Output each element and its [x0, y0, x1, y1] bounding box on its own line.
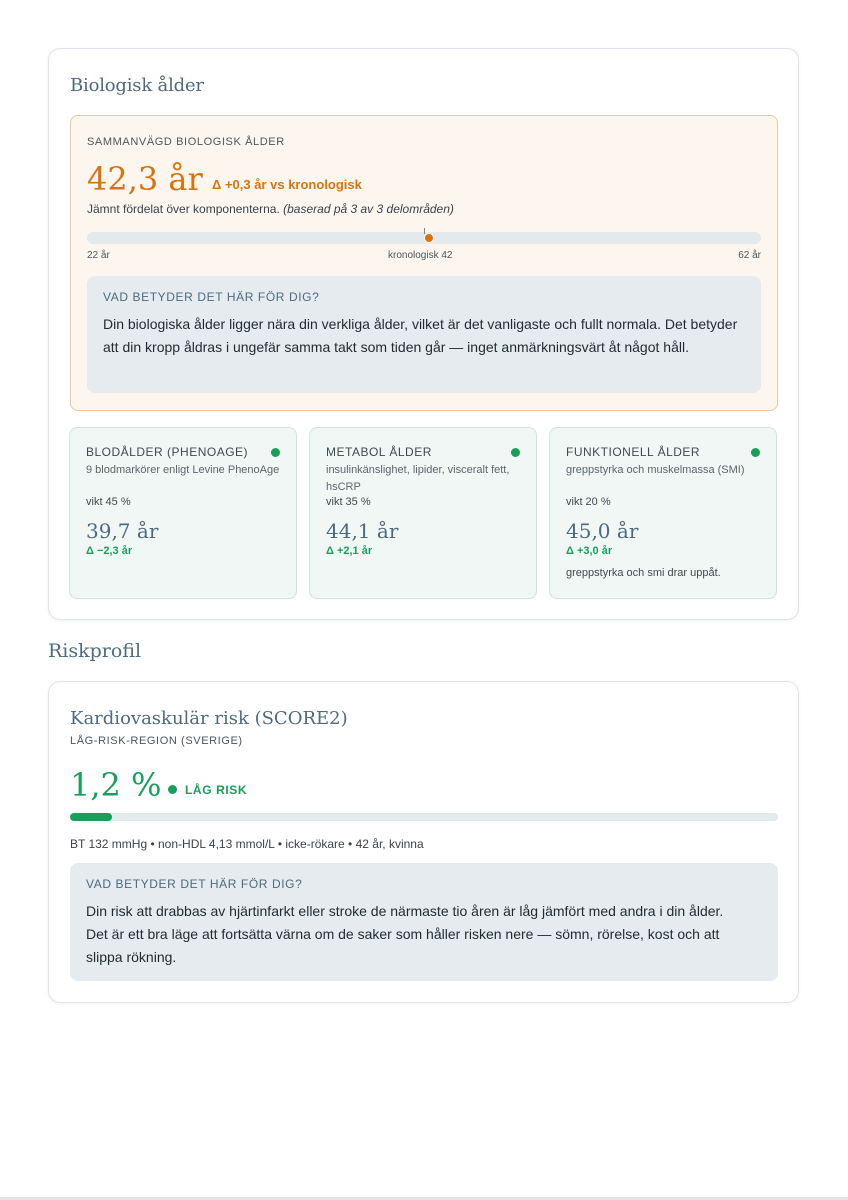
- scale-min-label: 22 år: [87, 250, 110, 261]
- scale-chronological-label: kronologisk 42: [388, 250, 453, 261]
- composite-age-delta: Δ +0,3 år vs kronologisk: [212, 177, 362, 192]
- composite-age-value: 42,3 år: [87, 160, 203, 198]
- risk-bar-fill: [70, 813, 112, 821]
- component-weight: vikt 35 %: [326, 496, 371, 508]
- component-card-blood-age: [69, 427, 297, 599]
- risk-region: LÅG-RISK-REGION (SVERIGE): [70, 735, 243, 747]
- component-value: 44,1 år: [326, 519, 399, 543]
- risk-explanation-box: [70, 863, 778, 981]
- component-weight: vikt 45 %: [86, 496, 131, 508]
- risk-status-dot-icon: [168, 785, 177, 794]
- composite-description-main: Jämnt fördelat över komponenterna.: [87, 202, 280, 216]
- explanation-text: Din biologiska ålder ligger nära din verkliga ålder, vilket är det vanligaste och fullt normala. Det betyder att din kropp åldras i ungefär samma takt som tiden går — inget anmärkningsvärt åt något håll.: [103, 316, 738, 355]
- composite-label: SAMMANVÄGD BIOLOGISK ÅLDER: [87, 136, 285, 148]
- component-delta: Δ −2,3 år: [86, 545, 133, 557]
- biological-age-marker: [424, 233, 434, 243]
- component-subtitle: insulinkänslighet, lipider, visceralt fett, hsCRP: [326, 464, 510, 493]
- component-delta: Δ +3,0 år: [566, 545, 613, 557]
- biological-age-card: [48, 48, 799, 620]
- explanation-text: Din risk att drabbas av hjärtinfarkt eller stroke de närmaste tio åren är låg jämfört med andra i din ålder. Det är ett bra läge att fortsätta värna om de saker som håller risken nere — sömn, rörelse, kost och att slippa rökning.: [86, 903, 724, 965]
- component-title: METABOL ÅLDER: [326, 445, 432, 459]
- explanation-heading: VAD BETYDER DET HÄR FÖR DIG?: [86, 877, 303, 891]
- composite-description-note: (baserad på 3 av 3 delområden): [283, 202, 454, 216]
- section-title: Riskprofil: [48, 640, 142, 662]
- component-title: FUNKTIONELL ÅLDER: [566, 445, 701, 459]
- component-note: greppstyrka och smi drar uppåt.: [566, 567, 721, 579]
- cardiovascular-risk-card: [48, 681, 799, 1003]
- explanation-heading: VAD BETYDER DET HÄR FÖR DIG?: [103, 290, 320, 304]
- card-title: Kardiovaskulär risk (SCORE2): [70, 708, 348, 729]
- risk-level-badge: LÅG RISK: [185, 783, 248, 797]
- bio-explanation-box: [87, 276, 761, 393]
- component-subtitle: greppstyrka och muskelmassa (SMI): [566, 464, 745, 476]
- component-value: 39,7 år: [86, 519, 159, 543]
- component-card-metabolic-age: [309, 427, 537, 599]
- status-dot-icon: [751, 448, 760, 457]
- risk-value: 1,2 %: [70, 766, 162, 804]
- composite-age-panel: [70, 115, 778, 411]
- risk-bar-track: [70, 813, 778, 821]
- risk-factors: BT 132 mmHg • non-HDL 4,13 mmol/L • icke-rökare • 42 år, kvinna: [70, 837, 424, 851]
- component-subtitle: 9 blodmarkörer enligt Levine PhenoAge: [86, 464, 280, 476]
- component-weight: vikt 20 %: [566, 496, 611, 508]
- component-title: BLODÅLDER (PHENOAGE): [86, 445, 249, 459]
- scale-max-label: 62 år: [738, 250, 761, 261]
- status-dot-icon: [511, 448, 520, 457]
- status-dot-icon: [271, 448, 280, 457]
- chronological-age-tick: [424, 228, 425, 234]
- component-value: 45,0 år: [566, 519, 639, 543]
- card-title: Biologisk ålder: [70, 75, 204, 96]
- composite-description: [87, 202, 454, 216]
- component-card-functional-age: [549, 427, 777, 599]
- component-delta: Δ +2,1 år: [326, 545, 373, 557]
